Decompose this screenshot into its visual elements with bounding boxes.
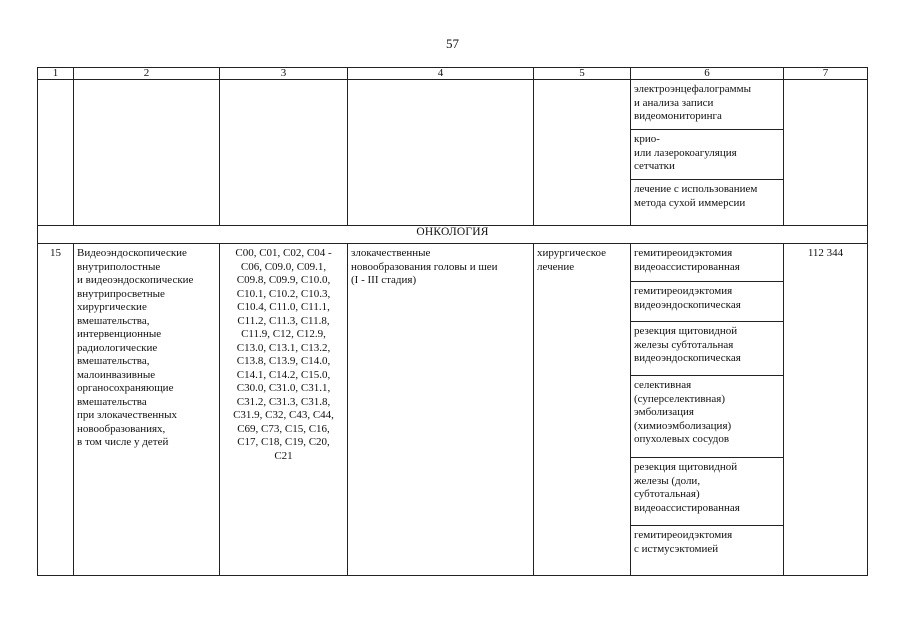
method-item: крио- или лазерокоагуляция сетчатки xyxy=(631,130,783,180)
section-title: ОНКОЛОГИЯ xyxy=(38,226,868,244)
continuation-number-cell xyxy=(38,80,74,226)
row-codes-cell xyxy=(220,244,348,576)
header-cell-1: 1 xyxy=(38,68,74,80)
row-name-cell xyxy=(74,244,220,576)
method-item: селективная (суперселективная) эмболизация (химиоэмболизация) опухолевых сосудов xyxy=(631,376,783,458)
header-cell-6: 6 xyxy=(631,68,784,80)
row-cost-cell xyxy=(784,244,868,576)
row-codes: С00, С01, С02, С04 - С06, С09.0, С09.1, С09.8, С09.9, С10.0, С10.1, С10.2, С10.3, С10.4, С11.0, С11.1, С11.2, С11.3, С11.8, С11.9, С12, С12.9, С13.0, С13.1, С13.2, С13.8, С13.9, С14.0, С14.1, С14.2, С15.0, С30.0, С31.0, С31.1, С31.2, С31.3, С31.8, С31.9, С32, С43, С44, С69, С73, С15, С16, С17, С18, С19, С20, С21 xyxy=(233,247,334,462)
row-treatment-cell xyxy=(534,244,631,576)
row-treatment: хирургическое лечение xyxy=(537,247,607,273)
continuation-name-cell xyxy=(74,80,220,226)
table-row xyxy=(38,244,868,576)
header-cell-7: 7 xyxy=(784,68,868,80)
continuation-methods-cell xyxy=(631,80,784,226)
method-item: резекция щитовидной железы субтотальная видеоэндоскопическая xyxy=(631,322,783,376)
continuation-row xyxy=(38,80,868,226)
row-model-cell xyxy=(348,244,534,576)
method-item: электроэнцефалограммы и анализа записи видеомониторинга xyxy=(631,80,783,130)
page-number: 57 xyxy=(446,36,459,51)
header-cell-2: 2 xyxy=(74,68,220,80)
row-cost: 112 344 xyxy=(807,247,844,259)
section-row xyxy=(38,226,868,244)
row-number: 15 xyxy=(50,247,61,259)
method-item: гемитиреоидэктомия видеоассистированная xyxy=(631,244,783,282)
header-row xyxy=(38,68,868,80)
header-cell-4: 4 xyxy=(348,68,534,80)
row-model: злокачественные новообразования головы и шеи (I - III стадия) xyxy=(351,247,498,286)
row-number-cell xyxy=(38,244,74,576)
row-methods-cell xyxy=(631,244,784,576)
method-item: гемитиреоидэктомия с истмусэктомией xyxy=(634,529,733,555)
continuation-treatment-cell xyxy=(534,80,631,226)
method-item: лечение с использованием метода сухой иммерсии xyxy=(634,183,758,209)
continuation-cost-cell xyxy=(784,80,868,226)
row-name: Видеоэндоскопические внутриполостные и видеоэндоскопические внутрипросветные хирургические вмешательства, интервенционные радиологические вмешательства, малоинвазивные органосохраняющие вмешательства при злокачественных новообразованиях, в том числе у детей xyxy=(77,247,194,448)
medical-care-table xyxy=(37,67,868,576)
method-item: резекция щитовидной железы (доли, субтотальная) видеоассистированная xyxy=(631,458,783,526)
continuation-model-cell xyxy=(348,80,534,226)
method-item: гемитиреоидэктомия видеоэндоскопическая xyxy=(631,282,783,322)
header-cell-5: 5 xyxy=(534,68,631,80)
continuation-codes-cell xyxy=(220,80,348,226)
header-cell-3: 3 xyxy=(220,68,348,80)
